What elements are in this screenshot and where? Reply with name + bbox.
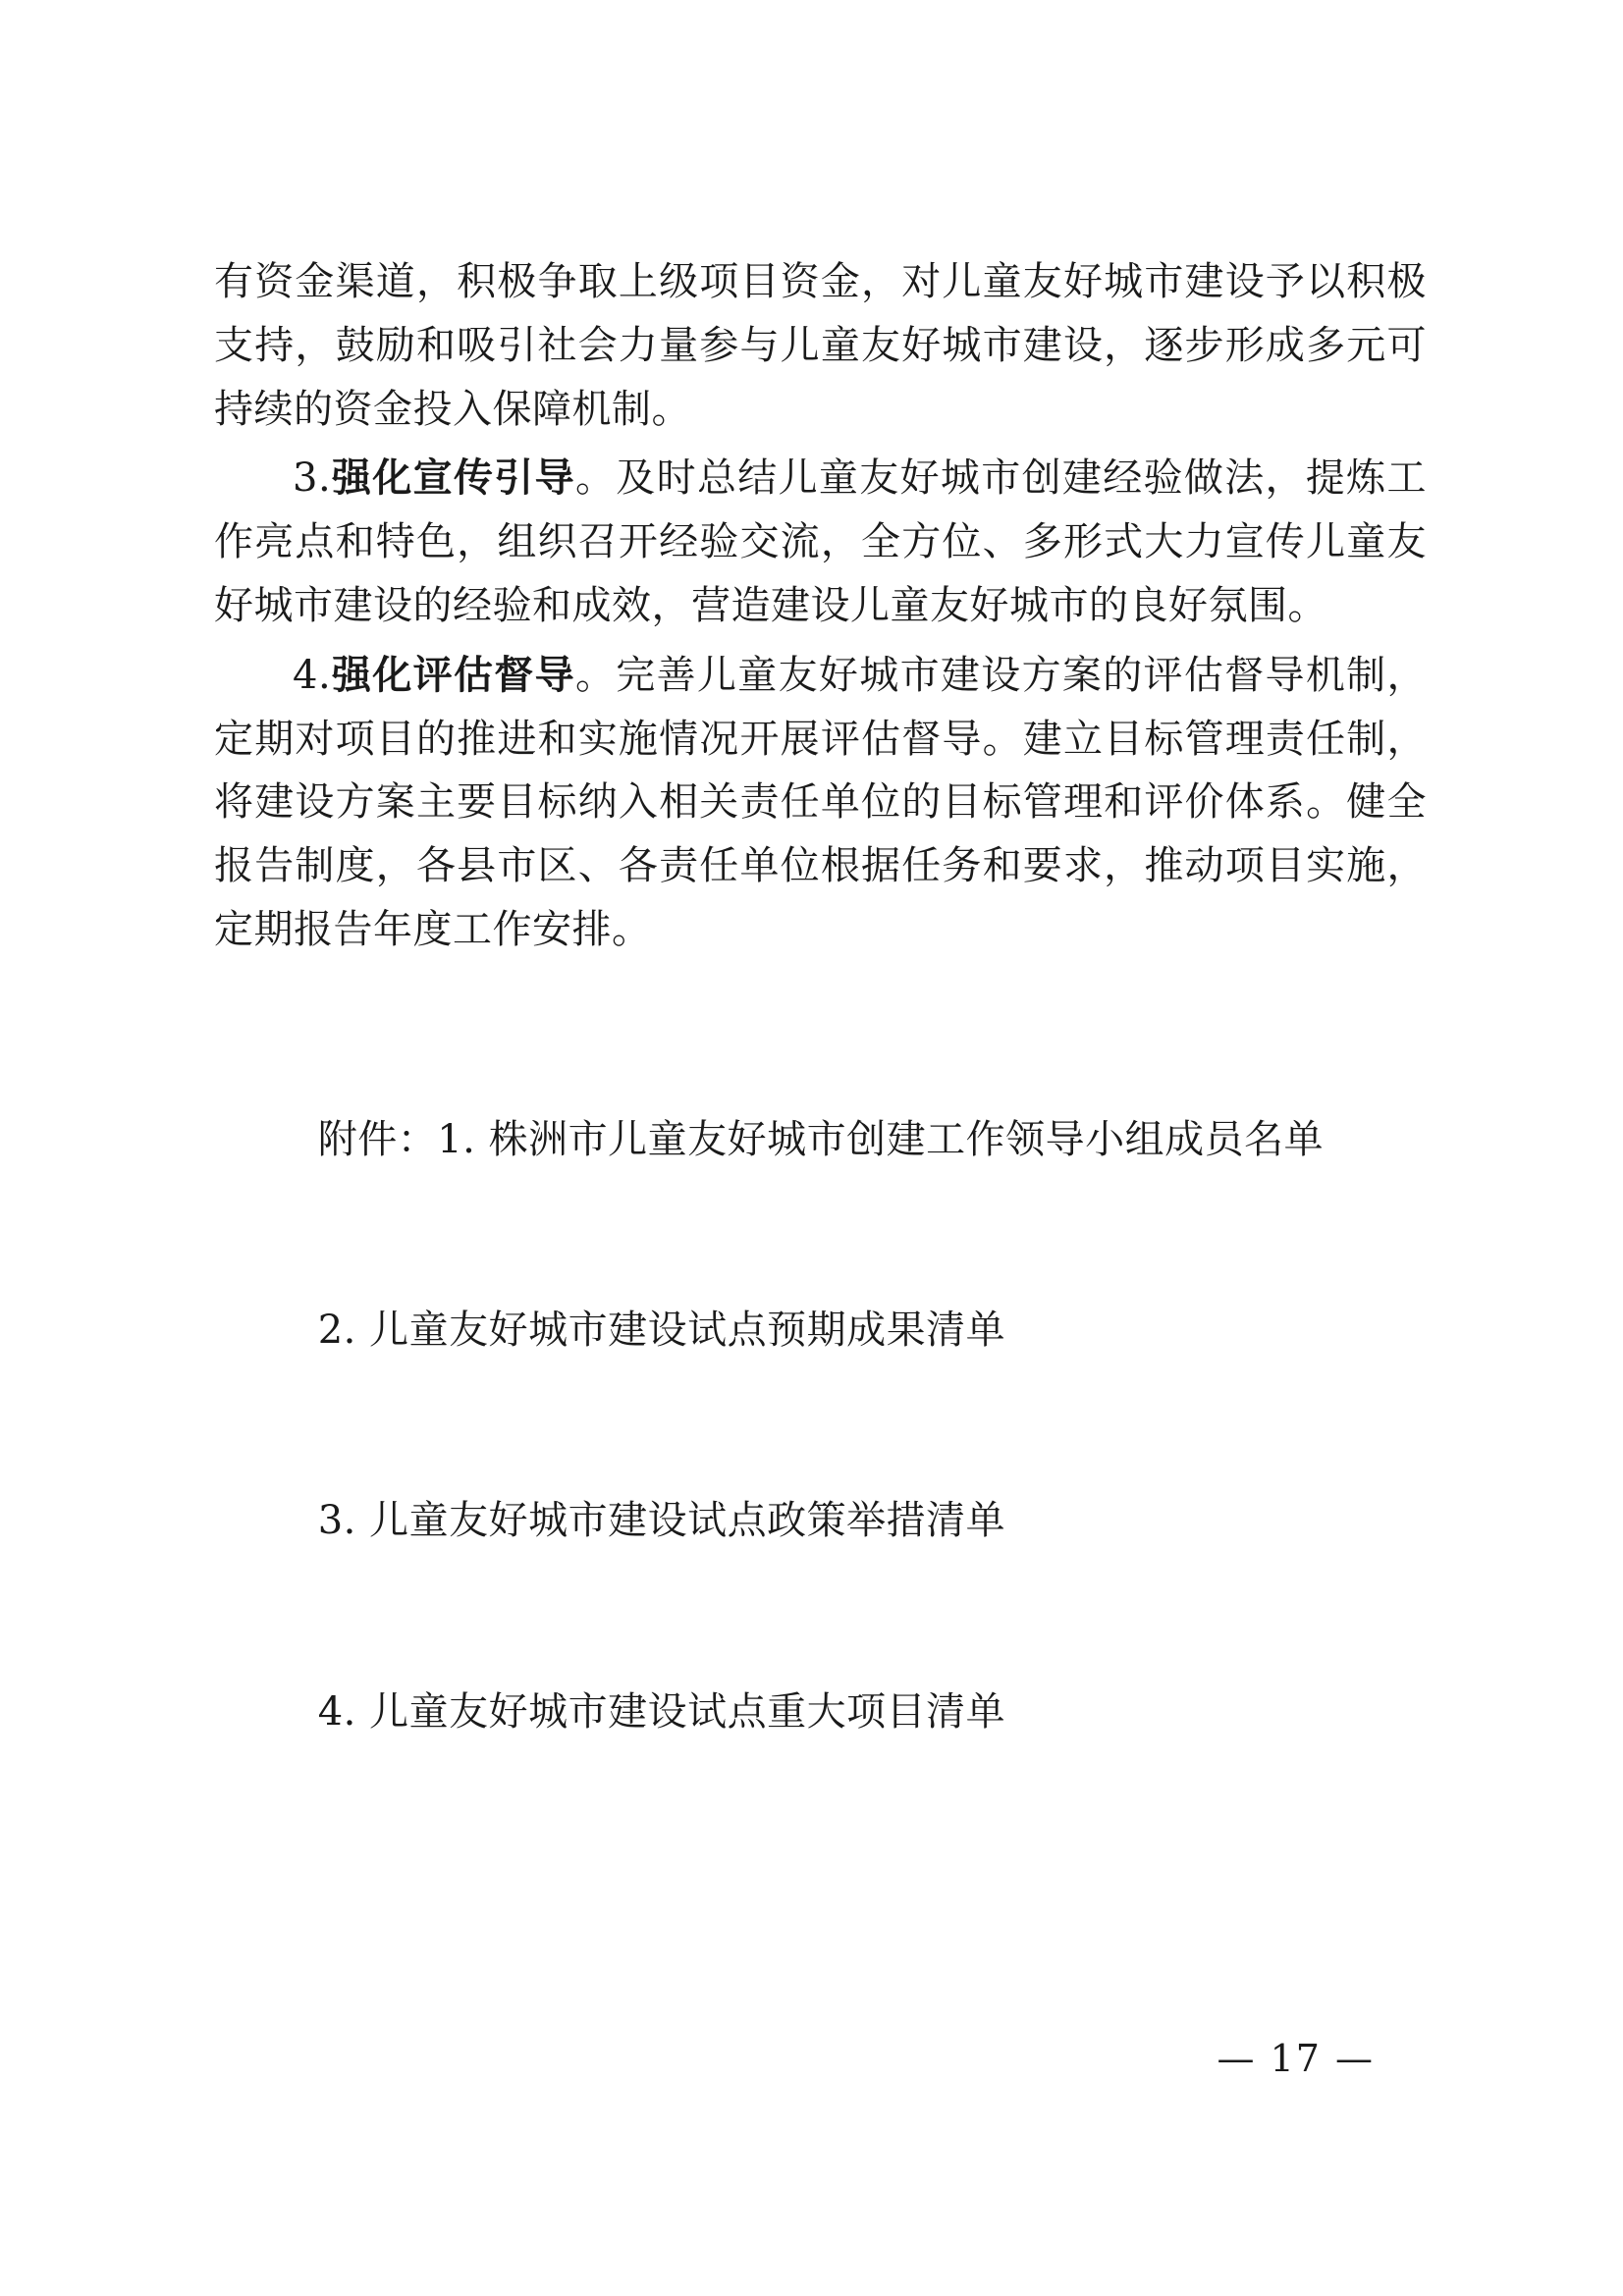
para-evaluation-run-0: 4. <box>293 652 332 698</box>
attachment-item-4: 4. 儿童友好城市建设试点重大项目清单 <box>317 1688 1006 1735</box>
attachment-item-1: 1. 株洲市儿童友好城市创建工作领导小组成员名单 <box>437 1116 1325 1162</box>
attachment-item-2: 2. 儿童友好城市建设试点预期成果清单 <box>317 1307 1006 1353</box>
para-evaluation-run-2: 。完善儿童友好城市建设方案的评估督导机制，定期对项目的推进和实施情况开展评估督导。建立目标管理责任制，将建设方案主要目标纳入相关责任单位的目标管理和评价体系。健全报告制度，各县市区、各责任单位根据任务和要求，推动项目实施，定期报告年度工作安排。 <box>214 652 1428 952</box>
attachment-label: 附件： <box>317 1116 438 1162</box>
para-publicity-run-0: 3. <box>293 455 332 502</box>
para-publicity-run-1: 强化宣传引导 <box>331 454 575 502</box>
attachment-line-3 <box>214 1426 1427 1617</box>
attachment-list <box>214 1044 1427 1808</box>
para-publicity-run-2: 。及时总结儿童友好城市创建经验做法，提炼工作亮点和特色，组织召开经验交流，全方位、多形式大力宣传儿童友好城市建设的经验和成效，营造建设儿童友好城市的良好氛围。 <box>214 455 1428 628</box>
document-body <box>214 250 1427 1807</box>
page-number: — 17 — <box>1217 2037 1375 2080</box>
attachment-line-1 <box>214 1044 1427 1235</box>
para-funding-run-0: 有资金渠道，积极争取上级项目资金，对儿童友好城市建设予以积极支持，鼓励和吸引社会力量参与儿童友好城市建设，逐步形成多元可持续的资金投入保障机制。 <box>214 259 1427 432</box>
paragraph-publicity <box>214 447 1427 637</box>
para-evaluation-run-1: 强化评估督导 <box>331 651 575 698</box>
paragraph-evaluation <box>214 644 1427 962</box>
attachment-line-4 <box>214 1617 1427 1807</box>
paragraph-funding <box>214 250 1427 441</box>
attachment-item-3: 3. 儿童友好城市建设试点政策举措清单 <box>317 1498 1006 1544</box>
attachment-line-2 <box>214 1235 1427 1425</box>
